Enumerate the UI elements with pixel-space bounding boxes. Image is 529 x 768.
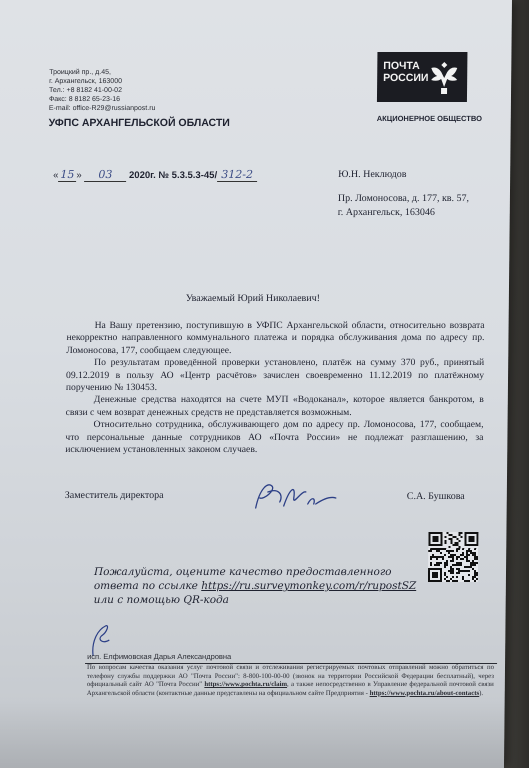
sender-phone: Тел.: +8 8182 41-00-02 bbox=[49, 87, 123, 94]
recipient-address-line1: Пр. Ломоносова, д. 177, кв. 57, bbox=[337, 193, 470, 204]
footer-claim-link[interactable]: https://www.pochta.ru/claim bbox=[204, 681, 288, 689]
survey-link[interactable]: https://ru.surveymonkey.com/r/rupostSZ bbox=[201, 580, 417, 592]
body-paragraph: Денежные средства находятся на счете МУП «Водоканал», которое является банкротом, в связи с чем возврат денежных средств не представляется возможным. bbox=[65, 394, 484, 418]
photo-shadow bbox=[0, 700, 505, 768]
recipient-address-line2: г. Архангельск, 163046 bbox=[337, 207, 435, 218]
handwritten-signature bbox=[250, 478, 340, 516]
russian-post-logo bbox=[377, 52, 468, 102]
greeting: Уважаемый Юрий Николаевич! bbox=[185, 293, 321, 304]
sender-fax: Факс: 8 8182 65-23-16 bbox=[48, 96, 121, 103]
reference-number-handwritten: 312-2 bbox=[217, 168, 257, 182]
footer-contacts-link[interactable]: https://www.pochta.ru/about-contacts bbox=[369, 689, 480, 697]
logo-line2: РОССИИ bbox=[383, 72, 429, 84]
body-paragraph: По результатам проведённой проверки установлено, платёж на сумму 370 руб., принятый 09.12.2019 в пользу АО «Центр расчётов» зачислен своевременно 11.12.2019 по платёжному поручению № 130453. bbox=[65, 357, 485, 394]
footer-note bbox=[87, 664, 494, 698]
logo-line1: ПОЧТА bbox=[383, 60, 420, 72]
survey-text: Пожалуйста, оцените качество предоставленного ответа по ссылке bbox=[93, 566, 392, 592]
signer-name: С.А. Бушкова bbox=[406, 491, 465, 502]
footer-text: , а также непосредственно в Управление федеральной почтовой связи Архангельской области (контактные данные представлены на официальном сайте Предприятия - bbox=[86, 681, 494, 697]
survey-text-suffix: или с помощью QR-кода bbox=[93, 594, 230, 606]
footer-text: По вопросам качества оказания услуг почтовой связи и отслеживания регистрируемых почтовых отправлений можно обратиться по телефону службы поддержки АО "Почта России": 8-800-100-00-00 (звонок на территории Российской Федерации бесплатный), через официальный сайт АО "Почта России" bbox=[86, 664, 495, 689]
executor-name: исп. Елфимовская Дарья Александровна bbox=[87, 652, 232, 661]
qr-code[interactable] bbox=[428, 532, 479, 582]
logo-subtitle: АКЦИОНЕРНОЕ ОБЩЕСТВО bbox=[376, 114, 483, 123]
body-paragraph: Относительно сотрудника, обслуживающего дом по адресу пр. Ломоносова, 177, сообщаем, что персональные данные сотрудников АО «Почта России» не подлежат разглашению, за исключением установленных законом случаев. bbox=[65, 419, 484, 456]
body-paragraph: На Вашу претензию, поступившую в УФПС Архангельской области, относительно возврата некорректно направленного коммунального платежа и порядка обслуживания дома по адресу пр. Ломоносова, 177, сообщаем следующее. bbox=[66, 320, 485, 356]
signer-title: Заместитель директора bbox=[64, 490, 164, 501]
footer-text: ). bbox=[479, 689, 484, 697]
double-eagle-emblem-icon bbox=[427, 58, 461, 96]
sender-address bbox=[49, 68, 169, 113]
sender-address-line: Троицкий пр., д.45, bbox=[49, 69, 111, 76]
recipient-block bbox=[338, 166, 470, 222]
reference-line: « 15 » 03 2020г. № 5.3.5.3-45/ 312-2 bbox=[53, 168, 257, 182]
letter-body bbox=[65, 320, 484, 456]
sender-email: E-mail: office-R29@russianpost.ru bbox=[48, 105, 156, 112]
survey-request bbox=[94, 565, 424, 607]
sender-address-line: г. Архангельск, 163000 bbox=[49, 78, 123, 85]
reference-number-prefix: 2020г. № 5.3.5.3-45/ bbox=[128, 170, 218, 181]
reference-day: 15 bbox=[58, 168, 76, 182]
recipient-name: Ю.Н. Неклюдов bbox=[338, 169, 407, 180]
department-name: УФПС АРХАНГЕЛЬСКОЙ ОБЛАСТИ bbox=[48, 117, 230, 129]
reference-month: 03 bbox=[84, 168, 126, 182]
